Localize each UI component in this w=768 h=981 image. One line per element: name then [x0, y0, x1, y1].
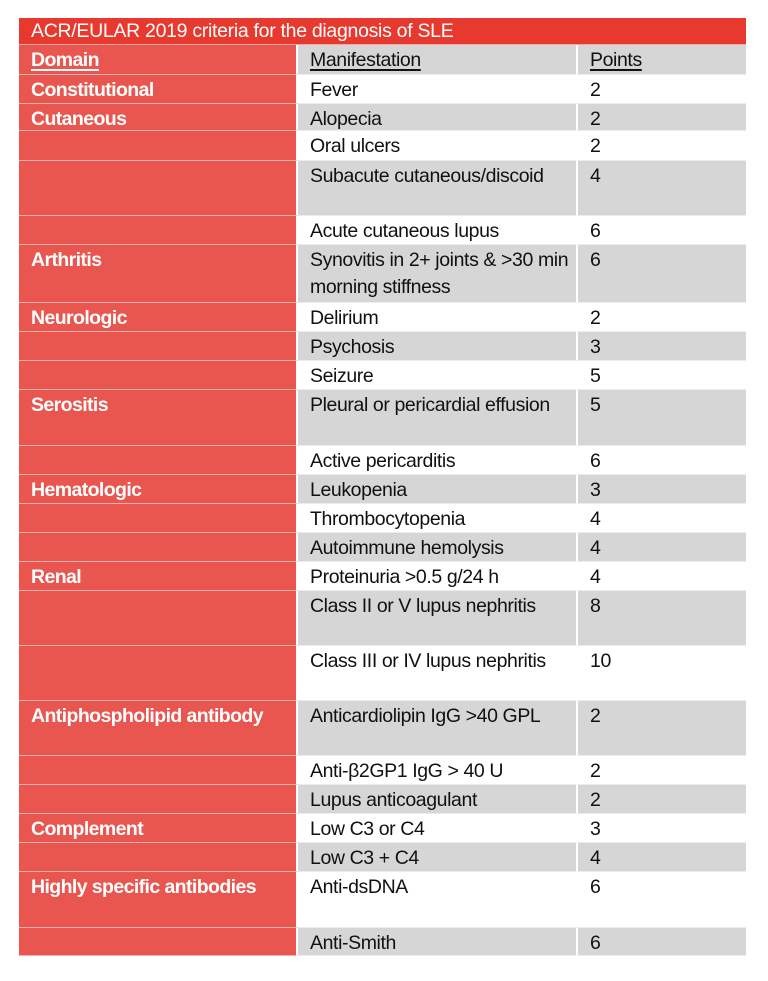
- manifestation-cell-text: Class II or V lupus nephritis: [310, 595, 536, 617]
- table-row: [19, 475, 746, 504]
- sle-criteria-table: [19, 18, 746, 956]
- points-cell-text: 2: [590, 79, 601, 101]
- points-cell: [578, 245, 746, 303]
- manifestation-cell: [298, 591, 578, 646]
- points-cell-text: 2: [590, 108, 601, 130]
- domain-cell-text: Neurologic: [31, 307, 127, 329]
- domain-cell: [19, 332, 298, 361]
- manifestation-cell: [298, 75, 578, 104]
- points-cell-text: 3: [590, 479, 601, 501]
- manifestation-cell-text: Anticardiolipin IgG >40 GPL: [310, 705, 541, 727]
- table-row: [19, 591, 746, 646]
- table-row: [19, 646, 746, 701]
- table-row: [19, 843, 746, 872]
- manifestation-cell: [298, 785, 578, 814]
- table-row: [19, 361, 746, 390]
- manifestation-cell-text: Synovitis in 2+ joints & >30 min morning stiffness: [310, 249, 569, 298]
- manifestation-cell-text: Low C3 or C4: [310, 818, 425, 840]
- domain-cell-text: Serositis: [31, 394, 108, 416]
- domain-cell: [19, 843, 298, 872]
- domain-cell: [19, 245, 298, 303]
- table-row: [19, 756, 746, 785]
- manifestation-cell: [298, 390, 578, 446]
- points-cell: [578, 131, 746, 161]
- manifestation-cell: [298, 928, 578, 956]
- points-cell: [578, 928, 746, 956]
- manifestation-cell: [298, 504, 578, 533]
- table-row: [19, 446, 746, 475]
- manifestation-cell: [298, 303, 578, 332]
- points-cell: [578, 446, 746, 475]
- points-cell: [578, 332, 746, 361]
- header-points: [578, 45, 746, 75]
- points-cell-text: 2: [590, 135, 601, 157]
- points-cell-text: 2: [590, 789, 601, 811]
- table-row: [19, 785, 746, 814]
- manifestation-cell-text: Pleural or pericardial effusion: [310, 394, 550, 416]
- header-domain-label: Domain: [31, 49, 99, 71]
- points-cell-text: 10: [590, 650, 611, 672]
- domain-cell: [19, 562, 298, 591]
- table-row: [19, 75, 746, 104]
- manifestation-cell: [298, 104, 578, 131]
- table-row: [19, 701, 746, 756]
- table-title: ACR/EULAR 2019 criteria for the diagnosis of SLE: [19, 18, 746, 45]
- table-row: [19, 161, 746, 216]
- points-cell-text: 4: [590, 165, 601, 187]
- points-cell-text: 5: [590, 394, 601, 416]
- manifestation-cell-text: Oral ulcers: [310, 135, 400, 157]
- manifestation-cell: [298, 332, 578, 361]
- domain-cell: [19, 303, 298, 332]
- table-row: [19, 872, 746, 928]
- manifestation-cell: [298, 843, 578, 872]
- points-cell-text: 4: [590, 537, 601, 559]
- points-cell-text: 6: [590, 249, 601, 271]
- points-cell: [578, 646, 746, 701]
- table-row: [19, 562, 746, 591]
- header-points-label: Points: [590, 49, 642, 71]
- manifestation-cell: [298, 161, 578, 216]
- domain-cell-text: Renal: [31, 566, 82, 588]
- table-row: [19, 332, 746, 361]
- manifestation-cell: [298, 361, 578, 390]
- points-cell-text: 6: [590, 220, 601, 242]
- manifestation-cell: [298, 701, 578, 756]
- manifestation-cell: [298, 533, 578, 562]
- points-cell-text: 2: [590, 307, 601, 329]
- header-domain: [19, 45, 298, 75]
- points-cell-text: 8: [590, 595, 601, 617]
- manifestation-cell-text: Anti-Smith: [310, 932, 396, 954]
- points-cell: [578, 591, 746, 646]
- table-row: [19, 504, 746, 533]
- table-row: [19, 245, 746, 303]
- points-cell: [578, 75, 746, 104]
- domain-cell: [19, 591, 298, 646]
- manifestation-cell-text: Acute cutaneous lupus: [310, 220, 499, 242]
- manifestation-cell: [298, 131, 578, 161]
- domain-cell: [19, 390, 298, 446]
- manifestation-cell-text: Subacute cutaneous/discoid: [310, 165, 544, 187]
- table-row: [19, 928, 746, 956]
- domain-cell: [19, 446, 298, 475]
- points-cell: [578, 216, 746, 245]
- domain-cell-text: Cutaneous: [31, 108, 127, 130]
- points-cell: [578, 701, 746, 756]
- manifestation-cell: [298, 446, 578, 475]
- points-cell: [578, 390, 746, 446]
- points-cell-text: 3: [590, 336, 601, 358]
- manifestation-cell-text: Autoimmune hemolysis: [310, 537, 504, 559]
- manifestation-cell-text: Anti-β2GP1 IgG > 40 U: [310, 760, 504, 782]
- domain-cell: [19, 814, 298, 843]
- table-row: [19, 390, 746, 446]
- domain-cell: [19, 75, 298, 104]
- points-cell: [578, 814, 746, 843]
- manifestation-cell-text: Active pericarditis: [310, 450, 456, 472]
- domain-cell-text: Constitutional: [31, 79, 154, 101]
- manifestation-cell-text: Class III or IV lupus nephritis: [310, 650, 546, 672]
- points-cell: [578, 756, 746, 785]
- domain-cell: [19, 701, 298, 756]
- manifestation-cell-text: Fever: [310, 79, 358, 101]
- header-manifestation: [298, 45, 578, 75]
- domain-cell: [19, 104, 298, 131]
- domain-cell: [19, 161, 298, 216]
- table-row: [19, 131, 746, 161]
- points-cell-text: 6: [590, 876, 601, 898]
- domain-cell: [19, 646, 298, 701]
- manifestation-cell-text: Proteinuria >0.5 g/24 h: [310, 566, 499, 588]
- manifestation-cell-text: Thrombocytopenia: [310, 508, 466, 530]
- points-cell-text: 2: [590, 760, 601, 782]
- points-cell-text: 5: [590, 365, 601, 387]
- domain-cell: [19, 533, 298, 562]
- manifestation-cell-text: Lupus anticoagulant: [310, 789, 477, 811]
- points-cell: [578, 843, 746, 872]
- manifestation-cell-text: Low C3 + C4: [310, 847, 419, 869]
- domain-cell: [19, 475, 298, 504]
- domain-cell-text: Arthritis: [31, 249, 102, 271]
- table-row: [19, 104, 746, 131]
- points-cell: [578, 104, 746, 131]
- domain-cell-text: Complement: [31, 818, 144, 840]
- manifestation-cell: [298, 756, 578, 785]
- points-cell-text: 6: [590, 450, 601, 472]
- points-cell-text: 2: [590, 705, 601, 727]
- points-cell-text: 6: [590, 932, 601, 954]
- domain-cell-text: Antiphospholipid antibody: [31, 705, 263, 727]
- manifestation-cell-text: Anti-dsDNA: [310, 876, 408, 898]
- points-cell: [578, 303, 746, 332]
- table-header-row: [19, 45, 746, 75]
- table-row: [19, 303, 746, 332]
- table-row: [19, 216, 746, 245]
- points-cell: [578, 872, 746, 928]
- manifestation-cell-text: Psychosis: [310, 336, 395, 358]
- table-row: [19, 533, 746, 562]
- domain-cell: [19, 131, 298, 161]
- domain-cell: [19, 361, 298, 390]
- manifestation-cell: [298, 562, 578, 591]
- table-body: [19, 75, 746, 956]
- header-manifestation-label: Manifestation: [310, 49, 421, 71]
- points-cell: [578, 361, 746, 390]
- manifestation-cell-text: Alopecia: [310, 108, 382, 130]
- domain-cell-text: Highly specific antibodies: [31, 876, 256, 898]
- manifestation-cell: [298, 245, 578, 303]
- table-row: [19, 814, 746, 843]
- manifestation-cell-text: Seizure: [310, 365, 374, 387]
- points-cell: [578, 504, 746, 533]
- domain-cell: [19, 872, 298, 928]
- points-cell-text: 3: [590, 818, 601, 840]
- manifestation-cell-text: Leukopenia: [310, 479, 407, 501]
- manifestation-cell: [298, 475, 578, 504]
- manifestation-cell: [298, 646, 578, 701]
- domain-cell: [19, 785, 298, 814]
- manifestation-cell-text: Delirium: [310, 307, 379, 329]
- domain-cell: [19, 216, 298, 245]
- points-cell: [578, 533, 746, 562]
- points-cell-text: 4: [590, 847, 601, 869]
- domain-cell: [19, 928, 298, 956]
- points-cell: [578, 785, 746, 814]
- domain-cell-text: Hematologic: [31, 479, 142, 501]
- points-cell-text: 4: [590, 508, 601, 530]
- manifestation-cell: [298, 814, 578, 843]
- points-cell-text: 4: [590, 566, 601, 588]
- domain-cell: [19, 504, 298, 533]
- manifestation-cell: [298, 216, 578, 245]
- domain-cell: [19, 756, 298, 785]
- points-cell: [578, 475, 746, 504]
- points-cell: [578, 161, 746, 216]
- manifestation-cell: [298, 872, 578, 928]
- points-cell: [578, 562, 746, 591]
